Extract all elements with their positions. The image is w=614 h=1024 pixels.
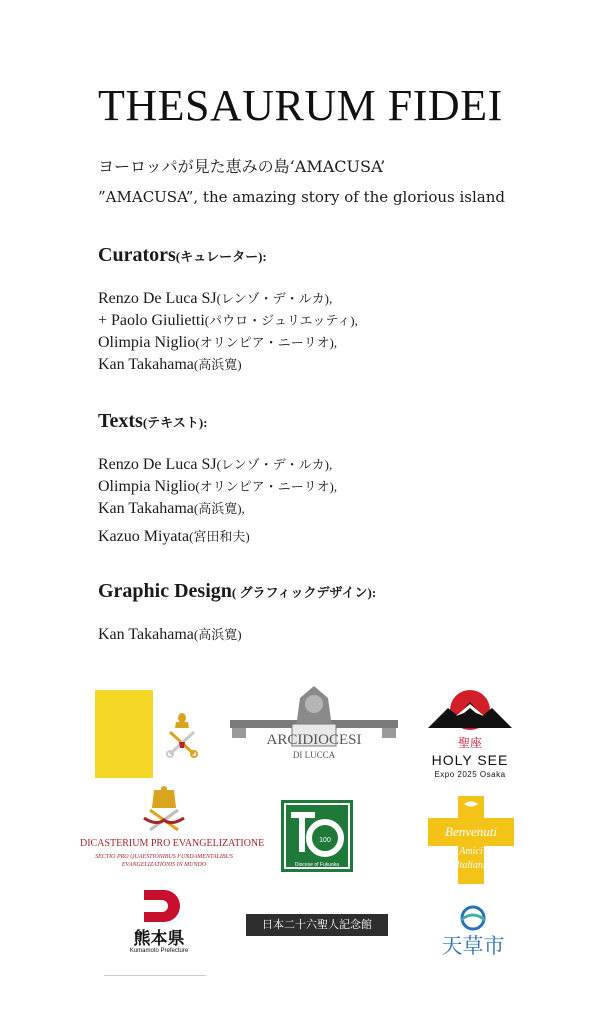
person-name: Kan Takahama: [98, 626, 194, 643]
amakusa-city-logo: [437, 904, 517, 964]
amakusa-wave-icon: [437, 904, 509, 932]
person-kana: (オリンピア・ニーリオ),: [195, 335, 338, 350]
twenty-six-martyrs-museum-logo: 日本二十六聖人記念館: [246, 914, 388, 936]
rising-sun-icon: [420, 686, 520, 734]
dicastery-logo: [80, 786, 265, 870]
person-kana: (高浜寛): [193, 627, 242, 642]
person-name: Kan Takahama: [98, 500, 194, 517]
design-heading: [98, 580, 376, 603]
page-title: THESAURUM FIDEI: [98, 81, 503, 130]
benvenuti-amici-logo: [428, 796, 514, 884]
curators-heading-kana: (キュレーター):: [175, 249, 267, 264]
benvenuti-text-2: Amici: [459, 846, 483, 857]
person-name: Renzo De Luca SJ: [98, 290, 217, 307]
archdiocese-lucca-logo: [230, 684, 398, 762]
list-item: [98, 624, 242, 646]
list-item: [98, 498, 337, 520]
holy-see-kanji: 聖座: [457, 736, 482, 750]
texts-heading-kana: (テキスト):: [142, 415, 208, 430]
dicastery-title: DICASTERIUM PRO EVANGELIZATIONE: [80, 838, 265, 849]
lucca-line1: ARCIDIOCESI: [266, 732, 362, 748]
kumamoto-kanji: 熊本県: [133, 929, 185, 949]
divider: [104, 975, 206, 976]
fukuoka-emblem-icon: [281, 800, 353, 872]
fukuoka-number: 100: [319, 837, 331, 844]
holy-see-expo-logo: [420, 686, 520, 782]
kumamoto-english: Kumamoto Prefecture: [129, 948, 189, 954]
benvenuti-cross-icon: [428, 796, 514, 884]
benvenuti-text-3: Italiani: [456, 860, 486, 871]
vatican-flag-logo: [95, 690, 211, 778]
curators-heading: [98, 244, 267, 267]
person-name: Olimpia Niglio: [98, 334, 196, 351]
list-item: [98, 332, 358, 354]
design-list: [98, 624, 242, 646]
person-kana: (パウロ・ジュリエッティ),: [204, 313, 358, 328]
diocese-fukuoka-logo: [281, 800, 353, 872]
benvenuti-text-1: Benvenuti: [445, 824, 497, 839]
list-item: [98, 310, 358, 332]
curators-list: [98, 288, 358, 376]
list-item: [98, 454, 337, 476]
person-kana: (高浜寛),: [193, 501, 245, 516]
design-heading-label: Graphic Design: [98, 580, 232, 602]
person-kana: (宮田和夫): [189, 529, 250, 544]
curators-heading-label: Curators: [98, 244, 176, 266]
list-item: [98, 354, 358, 376]
texts-heading: [98, 410, 208, 433]
subtitle-japanese: ヨーロッパが見た恵みの島‘AMACUSA’: [98, 157, 386, 176]
list-item: [98, 526, 337, 548]
lucca-line2: DI LUCCA: [292, 750, 336, 760]
texts-list: [98, 454, 337, 548]
texts-heading-label: Texts: [98, 410, 143, 432]
list-item: [98, 288, 358, 310]
person-name: + Paolo Giulietti: [98, 312, 205, 329]
papal-tiara-icon: [80, 786, 248, 836]
person-kana: (レンゾ・デ・ルカ),: [216, 457, 333, 472]
fukuoka-text: Diocese of Fukuoka: [294, 862, 340, 868]
person-name: Kan Takahama: [98, 356, 194, 373]
person-name: Renzo De Luca SJ: [98, 456, 217, 473]
person-kana: (レンゾ・デ・ルカ),: [216, 291, 333, 306]
kumamoto-emblem-icon: [124, 888, 194, 924]
list-item: [98, 476, 337, 498]
person-name: Kazuo Miyata: [98, 528, 190, 545]
expo-label: Expo 2025 Osaka: [434, 770, 506, 779]
design-heading-kana: ( グラフィックデザイン):: [231, 585, 377, 600]
dicastery-subtitle-2: EVANGELIZATIONIS IN MUNDO: [121, 862, 207, 868]
kumamoto-prefecture-logo: [124, 888, 194, 962]
person-kana: (高浜寛): [193, 357, 242, 372]
amakusa-label: 天草市: [441, 934, 505, 958]
holy-see-label: HOLY SEE: [431, 752, 509, 768]
person-name: Olimpia Niglio: [98, 478, 196, 495]
subtitle-english: ”AMACUSA”, the amazing story of the glorious island: [98, 188, 505, 206]
papal-keys-icon: [153, 690, 211, 778]
person-kana: (オリンピア・ニーリオ),: [195, 479, 338, 494]
dicastery-subtitle-1: SECTIO PRO QUAESTIONIBUS FUNDAMENTALIBUS: [95, 854, 233, 860]
